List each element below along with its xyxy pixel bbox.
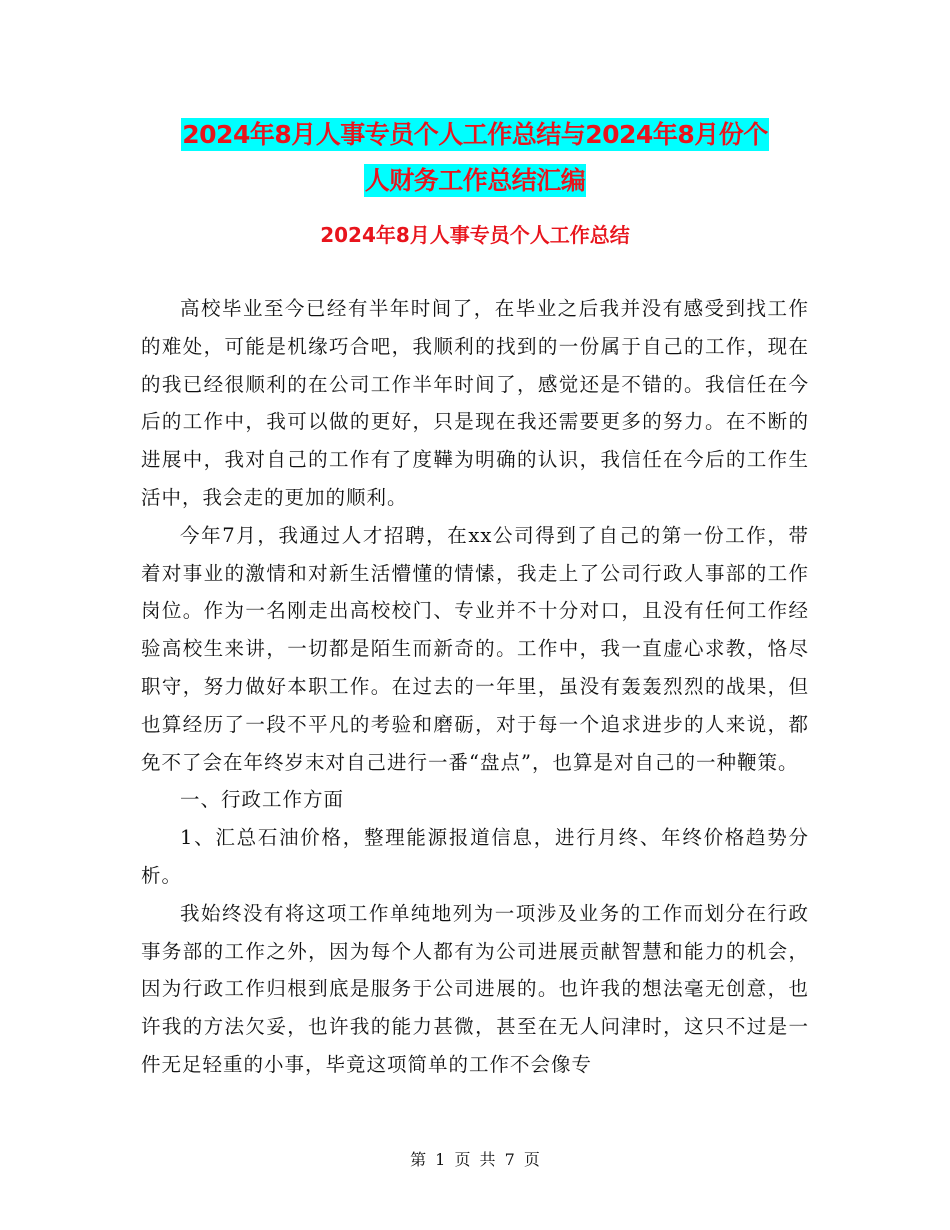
document-title-line1: 2024年8月人事专员个人工作总结与2024年8月份个	[182, 120, 768, 149]
paragraph: 高校毕业至今已经有半年时间了，在毕业之后我并没有感受到找工作的难处，可能是机缘巧合吧，我顺利的找到的一份属于自己的工作，现在的我已经很顺利的在公司工作半年时间了，感觉还是不错的。我信任在今后的工作中，我可以做的更好，只是现在我还需要更多的努力。在不断的进展中，我对自己的工作有了度鞾为明确的认识，我信任在今后的工作生活中，我会走的更加的顺利。	[141, 297, 809, 509]
paragraph: 1、汇总石油价格，整理能源报道信息，进行月终、年终价格趋势分析。	[141, 826, 809, 887]
page-footer: 第 1 页 共 7 页	[410, 1150, 540, 1169]
document-body	[141, 290, 809, 1084]
paragraph: 我始终没有将这项工作单纯地列为一项涉及业务的工作而划分在行政事务部的工作之外，因为每个人都有为公司进展贡献智慧和能力的机会，因为行政工作归根到底是服务于公司进展的。也许我的想法毫无创意，也许我的方法欠妥，也许我的能力甚微，甚至在无人问津时，这只不过是一件无足轻重的小事，毕竟这项简单的工作不会像专	[141, 901, 809, 1076]
paragraph: 今年7月，我通过人才招聘，在xx公司得到了自己的第一份工作，带着对事业的激情和对新生活懵懂的情愫，我走上了公司行政人事部的工作岗位。作为一名刚走出高校校门、专业并不十分对口，且没有任何工作经验高校生来讲，一切都是陌生而新奇的。工作中，我一直虚心求教，恪尽职守，努力做好本职工作。在过去的一年里，虽没有轰轰烈烈的战果，但也算经历了一段不平凡的考验和磨砺，对于每一个追求进步的人来说，都免不了会在年终岁末对自己进行一番“盘点”，也算是对自己的一种鞭策。	[141, 523, 809, 774]
subheading: 一、行政工作方面	[180, 788, 345, 812]
section-title: 2024年8月人事专员个人工作总结	[320, 223, 630, 247]
document-title	[140, 112, 810, 204]
document-title-line2: 人财务工作总结汇编	[364, 166, 586, 195]
